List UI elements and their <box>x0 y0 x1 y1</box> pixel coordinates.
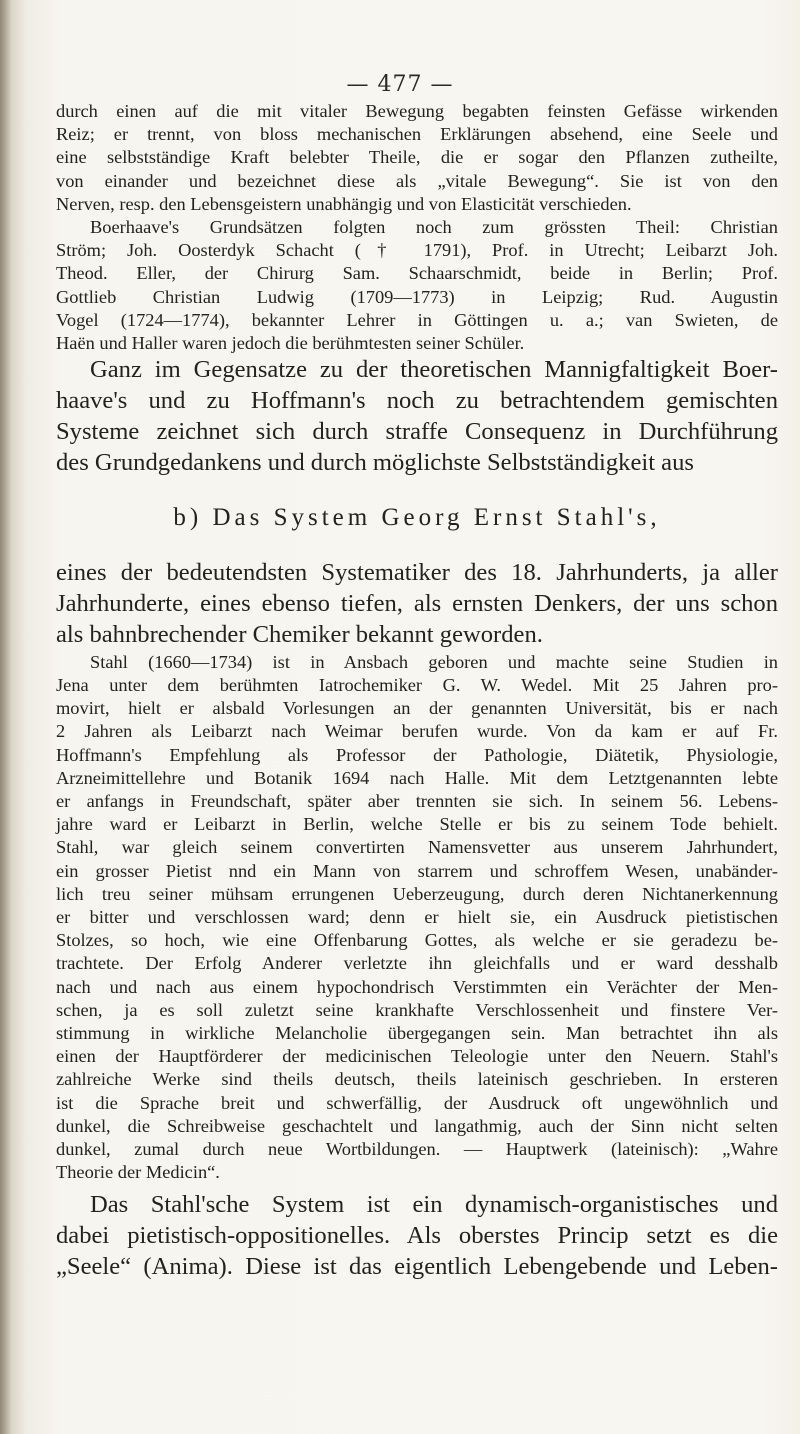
text-line: Jahrhunderte, eines ebenso tiefen, als ernsten Denkers, der uns schon <box>56 590 778 618</box>
text-line: Ganz im Gegensatze zu der theoretischen Mannigfaltigkeit Boer- <box>90 356 778 384</box>
text-line: eine selbstständige Kraft belebter Theile, die er sogar den Pflanzen zutheilte, <box>56 147 778 168</box>
text-line: des Grundgedankens und durch möglichste Selbstständigkeit aus <box>56 448 694 476</box>
text-line: dunkel, die Schreibweise geschachtelt und langathmig, auch der Sinn nicht selten <box>56 1115 778 1136</box>
text-line: jahre ward er Leibarzt in Berlin, welche Stelle er bis zu seinem Tode behielt. <box>56 814 778 835</box>
text-line: Hoffmann's Empfehlung als Professor der Pathologie, Diätetik, Physiologie, <box>56 744 778 765</box>
page-text-column <box>56 100 778 1283</box>
text-line: 2 Jahren als Leibarzt nach Weimar berufen wurde. Von da kam er auf Fr. <box>56 721 778 742</box>
text-line: Stahl, war gleich seinem convertirten Namensvetter aus unserem Jahrhundert, <box>56 837 778 858</box>
text-line: movirt, hielt er alsbald Vorlesungen an der genannten Universität, bis er nach <box>56 698 778 719</box>
text-line: Nerven, resp. den Lebensgeistern unabhängig und von Elasticität verschieden. <box>56 193 632 214</box>
paragraph-boerhaave-theory <box>56 100 778 216</box>
text-line: ist die Sprache breit und schwerfällig, der Ausdruck oft ungewöhnlich und <box>56 1092 778 1113</box>
text-line: von einander und bezeichnet diese als „vitale Bewegung“. Sie ist von den <box>56 170 778 191</box>
paragraph-stahl-description <box>56 558 778 650</box>
text-line: lich treu seiner mühsam errungenen Ueberzeugung, durch deren Nichtanerkennung <box>56 883 778 904</box>
text-line: trachtete. Der Erfolg Anderer verletzte ihn gleichfalls und er ward desshalb <box>56 953 778 974</box>
text-line: eines der bedeutendsten Systematiker des 18. Jahrhunderts, ja aller <box>56 559 778 587</box>
paragraph-boerhaave-students <box>56 216 778 355</box>
text-line: einen der Hauptförderer der medicinischen Teleologie unter den Neuern. Stahl's <box>56 1046 778 1067</box>
text-line: Haën und Haller waren jedoch die berühmtesten seiner Schüler. <box>56 333 525 354</box>
page-binding-shadow <box>0 0 12 1434</box>
text-line: zahlreiche Werke sind theils deutsch, theils lateinisch geschrieben. In ersteren <box>56 1069 778 1090</box>
text-line: haave's und zu Hoffmann's noch zu betrachtendem gemischten <box>56 387 778 415</box>
text-line: nach und nach aus einem hypochondrisch Verstimmten ein Verächter der Men- <box>56 976 778 997</box>
text-line: er anfangs in Freundschaft, später aber trennten sie sich. In seinem 56. Lebens- <box>56 791 778 812</box>
text-line: Stahl (1660—1734) ist in Ansbach geboren und machte seine Studien in <box>90 651 778 672</box>
section-heading: b) Das System Georg Ernst Stahl's, <box>173 504 661 532</box>
text-line: stimmung in wirkliche Melancholie übergegangen sein. Man betrachtet ihn als <box>56 1023 778 1044</box>
paragraph-introduction-stahl <box>56 355 778 478</box>
text-line: Systeme zeichnet sich durch straffe Consequenz in Durchführung <box>56 417 778 445</box>
paragraph-stahl-system <box>56 1190 778 1282</box>
text-line: „Seele“ (Anima). Diese ist das eigentlich Lebengebende und Leben- <box>56 1253 778 1281</box>
text-line: Theorie der Medicin“. <box>56 1162 220 1183</box>
text-line: Theod. Eller, der Chirurg Sam. Schaarschmidt, beide in Berlin; Prof. <box>56 263 778 284</box>
text-line: Stolzes, so hoch, wie eine Offenbarung Gottes, als welche er sie geradezu be- <box>56 930 778 951</box>
text-line: Ström; Joh. Oosterdyk Schacht († 1791), Prof. in Utrecht; Leibarzt Joh. <box>56 240 778 261</box>
text-line: Vogel (1724—1774), bekannter Lehrer in Göttingen u. a.; van Swieten, de <box>56 309 778 330</box>
text-line: dabei pietistisch-oppositionelles. Als oberstes Princip setzt es die <box>56 1222 778 1250</box>
text-line: als bahnbrechender Chemiker bekannt geworden. <box>56 621 543 649</box>
text-line: Gottlieb Christian Ludwig (1709—1773) in Leipzig; Rud. Augustin <box>56 286 778 307</box>
text-line: Das Stahl'sche System ist ein dynamisch-organistisches und <box>90 1191 778 1219</box>
text-line: Arzneimittellehre und Botanik 1694 nach Halle. Mit dem Letztgenannten lebte <box>56 767 778 788</box>
text-line: Boerhaave's Grundsätzen folgten noch zum grössten Theil: Christian <box>90 217 778 238</box>
text-line: durch einen auf die mit vitaler Bewegung begabten feinsten Gefässe wirkenden <box>56 101 778 121</box>
text-line: ein grosser Pietist nnd ein Mann von starrem und schroffem Wesen, unabänder- <box>56 860 778 881</box>
paragraph-stahl-biography <box>56 651 778 1185</box>
text-line: schen, ja es soll zuletzt seine krankhafte Verschlossenheit und finstere Ver- <box>56 999 778 1020</box>
text-line: er bitter und verschlossen ward; denn er hielt sie, ein Ausdruck pietistischen <box>56 907 778 928</box>
text-line: Reiz; er trennt, von bloss mechanischen Erklärungen absehend, eine Seele und <box>56 124 778 145</box>
text-line: Jena unter dem berühmten Iatrochemiker G. W. Wedel. Mit 25 Jahren pro- <box>56 675 778 696</box>
text-line: dunkel, zumal durch neue Wortbildungen. — Hauptwerk (lateinisch): „Wahre <box>56 1139 778 1160</box>
page-number: — 477 — <box>346 72 454 97</box>
